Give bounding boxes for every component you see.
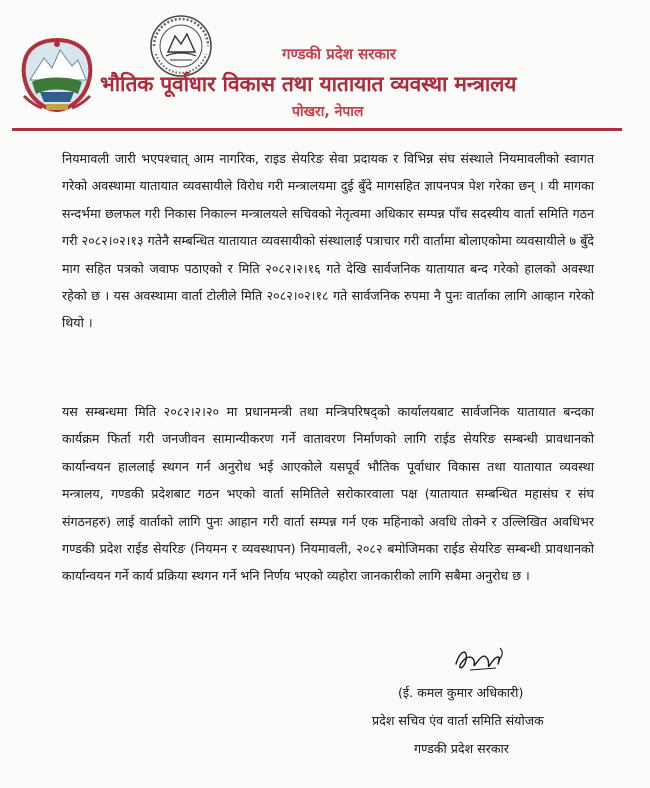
signatory-name: (ई. कमल कुमार अधिकारी) (398, 685, 524, 700)
signatory-title: प्रदेश सचिव एंव वार्ता समिति संयोजक (372, 713, 544, 728)
nepal-coat-of-arms-icon (16, 36, 98, 114)
ministry-name: भौतिक पूर्वाधार विकास तथा यातायात व्यवस्था मन्त्रालय (100, 72, 517, 96)
signatory-office: गण्डकी प्रदेश सरकार (414, 741, 509, 756)
body-paragraph-1: नियमावली जारी भएपश्चात् आम नागरिक, राइड सेयरिङ सेवा प्रदायक र विभिन्न संघ संस्थाले नियमावलीको स्वागत गरेको अवस्थामा यातायात व्यवसायीले विरोध गरी मन्त्रालयमा दुई बुँदे मागसहित ज्ञापनपत्र पेश गरेका छन् । यी मागका सन्दर्भमा छलफल गरी निकास निकाल्न मन्त्रालयले सचिवको नेतृत्वमा अधिकार सम्पन्न पाँच सदस्यीय वार्ता समिति गठन गरी २०८२।०२।१३ गतेनै सम्बन्धित यातायात व्यवसायीको संस्थालाई पत्राचार गरी वार्तामा बोलाएकोमा व्यवसायीले ७ बुँदे माग सहित पत्रको जवाफ पठाएको र मिति २०८२।२।१६ गते देखि सार्वजनिक यातायात बन्द गरेको हालको अवस्था रहेको छ । यस अवस्थामा वार्ता टोलीले मिति २०८२।०२।१८ गते सार्वजनिक रुपमा नै पुनः वार्ताका लागि आव्हान गरेको थियो । (62, 151, 594, 331)
office-location: पोखरा, नेपाल (292, 104, 364, 120)
body-paragraph-2: यस सम्बन्धमा मिति २०८२।२।२० मा प्रधानमन्त्री तथा मन्त्रिपरिषद्को कार्यालयबाट सार्वजनिक यातायात बन्दका कार्यक्रम फिर्ता गरी जनजीवन सामान्यीकरण गर्ने वातावरण निर्माणको लागि राईड सेयरिङ सम्बन्धी प्रावधानको कार्यान्वयन हाललाई स्थगन गर्न अनुरोध भई आएकोले यसपूर्व भौतिक पूर्वाधार विकास तथा यातायात व्यवस्था मन्त्रालय, गण्डकी प्रदेशबाट गठन भएको वार्ता समितिले सरोकारवाला पक्ष (यातायात सम्बन्धित महासंघ र संघ संगठनहरु) लाई वार्ताको लागि पुनः आहान गरी वार्ता सम्पन्न गर्न एक महिनाको अवधि तोक्ने र उल्लिखित अवधिभर गण्डकी प्रदेश राईड सेयरिङ (नियमन र व्यवस्थापन) नियमावली, २०८२ बमोजिमका राईड सेयरिङ सम्बन्धी प्रावधानको कार्यान्वयन गर्ने कार्य प्रक्रिया स्थगन गर्ने भनि निर्णय भएको व्यहोरा जानकारीको लागि सबैमा अनुरोध छ । (62, 404, 594, 584)
government-name: गण्डकी प्रदेश सरकार (282, 45, 396, 63)
header-divider (12, 128, 622, 131)
handwritten-signature (450, 640, 510, 678)
